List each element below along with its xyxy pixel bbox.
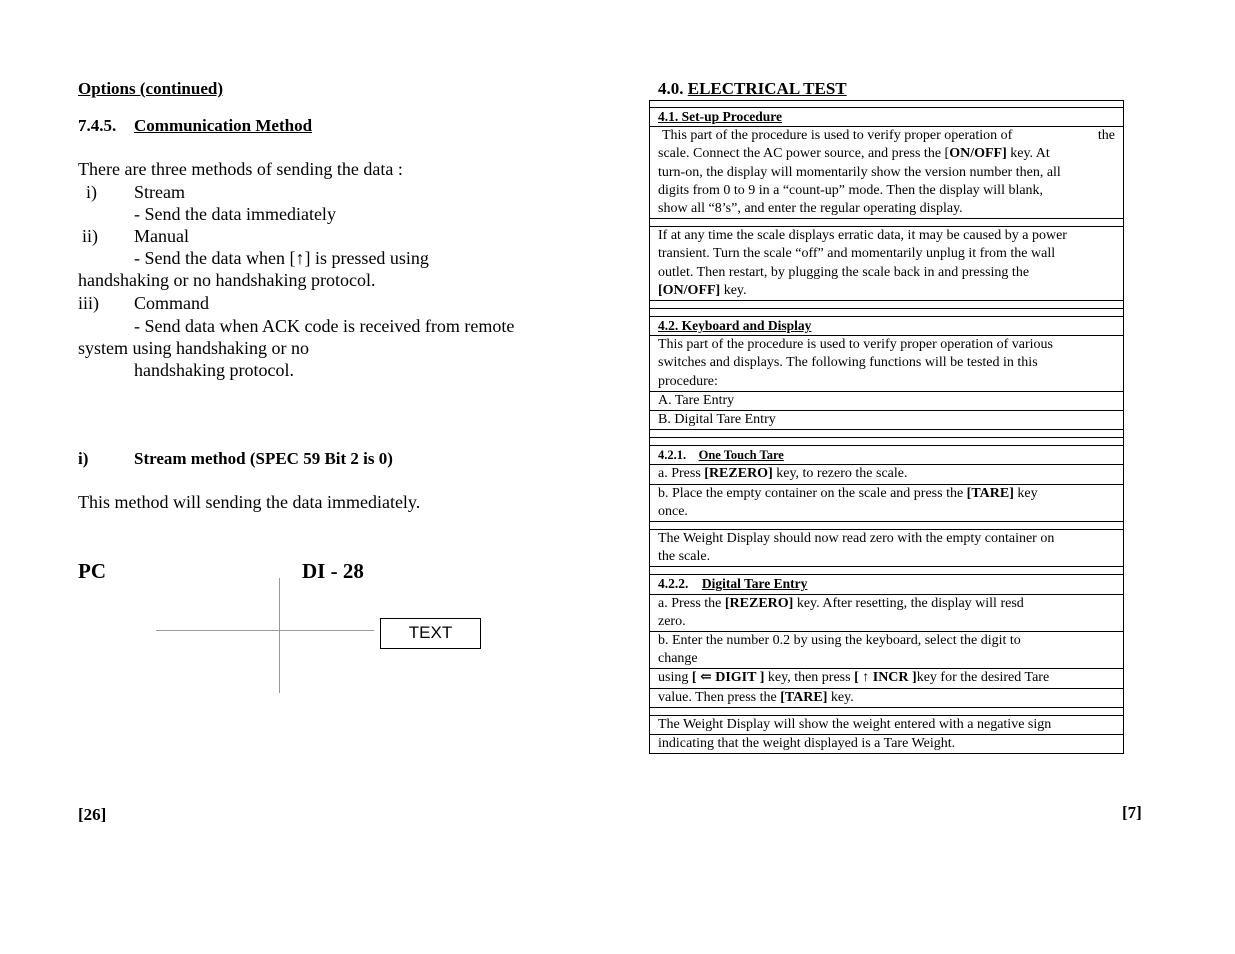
table-spacer bbox=[649, 301, 1124, 309]
intro-text: There are three methods of sending the data : bbox=[78, 159, 403, 179]
electrical-test-table bbox=[649, 100, 1124, 754]
digital-tare-heading-row bbox=[649, 575, 1124, 594]
setup-heading: 4.1. Set-up Procedure bbox=[658, 109, 782, 124]
setup-line-5: show all “8’s”, and enter the regular operating display. bbox=[658, 201, 963, 217]
one-touch-result: The Weight Display should now read zero with the empty container on the scale. bbox=[649, 530, 1124, 567]
one-touch-number: 4.2.1. bbox=[658, 448, 687, 463]
item2-desc-a: - Send the data when [↑] is pressed using bbox=[134, 248, 429, 268]
setup-heading-row bbox=[649, 108, 1124, 127]
digital-tare-result-2: indicating that the weight displayed is a Tare Weight. bbox=[649, 735, 1124, 754]
digital-tare-step-b-tare: value. Then press the [TARE] key. bbox=[649, 689, 1124, 708]
right-heading-title: ELECTRICAL TEST bbox=[687, 79, 847, 98]
setup-line-2: scale. Connect the AC power source, and press the [ON/OFF] key. At bbox=[658, 146, 1050, 162]
section-number: 7.4.5. bbox=[78, 116, 117, 135]
stream-number: i) bbox=[78, 449, 89, 468]
table-spacer bbox=[649, 567, 1124, 575]
keyboard-heading: 4.2. Keyboard and Display bbox=[658, 318, 812, 334]
digital-tare-result-1: The Weight Display will show the weight entered with a negative sign bbox=[649, 716, 1124, 735]
keyboard-heading-row bbox=[649, 317, 1124, 336]
diagram-horizontal-line bbox=[156, 630, 374, 631]
list-item: A. Tare Entry bbox=[649, 392, 1124, 411]
list-item: B. Digital Tare Entry bbox=[649, 411, 1124, 430]
diagram-vertical-line bbox=[279, 578, 280, 693]
digital-tare-number: 4.2.2. bbox=[658, 576, 689, 592]
power-transient-paragraph bbox=[649, 227, 1124, 301]
power-line-4: [ON/OFF] key. bbox=[658, 282, 747, 298]
table-spacer bbox=[649, 522, 1124, 530]
keyboard-line-3: procedure: bbox=[658, 373, 718, 389]
diagram-pc-label: PC bbox=[78, 559, 106, 583]
keyboard-line-2: switches and displays. The following functions will be tested in this bbox=[658, 355, 1038, 371]
right-page-number: [7] bbox=[1122, 803, 1142, 822]
item1-number: i) bbox=[86, 182, 97, 202]
table-spacer bbox=[649, 708, 1124, 716]
setup-line-4: digits from 0 to 9 in a “count-up” mode. Then the display will blank, bbox=[658, 182, 1044, 198]
one-touch-title: One Touch Tare bbox=[698, 448, 784, 463]
power-line-1: If at any time the scale displays erratic data, it may be caused by a power bbox=[658, 228, 1067, 244]
one-touch-step-b: b. Place the empty container on the scale and press the [TARE] key once. bbox=[649, 485, 1124, 522]
item1-desc: - Send the data immediately bbox=[134, 204, 336, 224]
table-spacer bbox=[649, 438, 1124, 446]
item3-desc-a: - Send data when ACK code is received from remote bbox=[134, 316, 515, 336]
digital-tare-title: Digital Tare Entry bbox=[701, 576, 808, 592]
left-page-number: [26] bbox=[78, 805, 107, 824]
keyboard-paragraph bbox=[649, 336, 1124, 392]
item3-name: Command bbox=[134, 293, 209, 313]
item3-desc-c: handshaking protocol. bbox=[134, 360, 294, 380]
right-heading bbox=[658, 79, 847, 99]
one-touch-heading-row bbox=[649, 446, 1124, 465]
stream-title: Stream method (SPEC 59 Bit 2 is 0) bbox=[134, 449, 393, 468]
table-spacer bbox=[649, 100, 1124, 108]
diagram-device-label: DI - 28 bbox=[302, 559, 364, 583]
setup-paragraph bbox=[649, 127, 1124, 219]
left-heading: Options (continued) bbox=[78, 79, 223, 98]
power-line-3: outlet. Then restart, by plugging the scale back in and pressing the bbox=[658, 264, 1030, 280]
digital-tare-step-b: b. Enter the number 0.2 by using the keyboard, select the digit to change bbox=[649, 632, 1124, 669]
item2-name: Manual bbox=[134, 226, 189, 246]
item3-desc-b: system using handshaking or no bbox=[78, 338, 309, 358]
stream-desc: This method will sending the data immediately. bbox=[78, 492, 421, 512]
table-spacer bbox=[649, 219, 1124, 227]
diagram-text-box: TEXT bbox=[380, 618, 481, 649]
table-spacer bbox=[649, 309, 1124, 317]
table-spacer bbox=[649, 430, 1124, 438]
setup-line-3: turn-on, the display will momentarily show the version number then, all bbox=[658, 164, 1061, 180]
item3-number: iii) bbox=[78, 293, 99, 313]
setup-line-1b: the bbox=[1097, 128, 1115, 144]
power-line-2: transient. Turn the scale “off” and momentarily unplug it from the wall bbox=[658, 246, 1056, 262]
item2-number: ii) bbox=[82, 226, 98, 246]
one-touch-step-a: a. Press [REZERO] key, to rezero the scale. bbox=[649, 465, 1124, 484]
digital-tare-step-a: a. Press the [REZERO] key. After resetting, the display will resd zero. bbox=[649, 595, 1124, 632]
digital-tare-step-b-keys: using [ ⇐ DIGIT ] key, then press [ ↑ INCR ]key for the desired Tare bbox=[649, 669, 1124, 688]
keyboard-line-1: This part of the procedure is used to verify proper operation of various bbox=[658, 337, 1053, 353]
setup-line-1 bbox=[658, 127, 1115, 145]
section-title: Communication Method bbox=[134, 116, 313, 135]
item1-name: Stream bbox=[134, 182, 185, 202]
item2-desc-b: handshaking or no handshaking protocol. bbox=[78, 270, 376, 290]
right-heading-number: 4.0. bbox=[658, 79, 684, 98]
setup-line-1a: This part of the procedure is used to verify proper operation of bbox=[662, 128, 1013, 144]
